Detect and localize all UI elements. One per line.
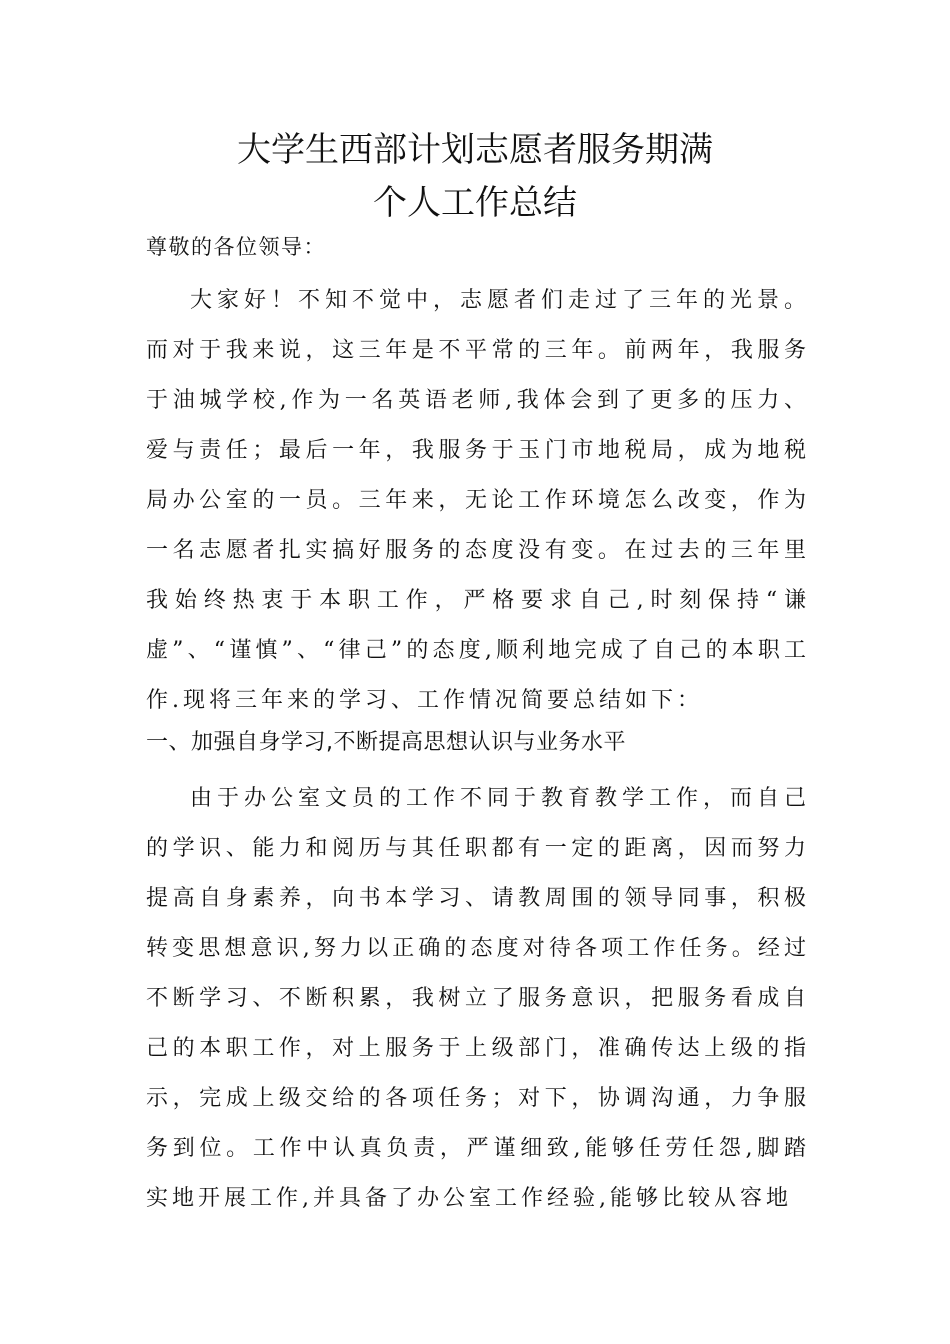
paragraph-introduction: 大家好！不知不觉中，志愿者们走过了三年的光景。而对于我来说，这三年是不平常的三年。前两年，我服务于油城学校,作为一名英语老师,我体会到了更多的压力、爱与责任；最后一年，我服务于玉门市地税局，成为地税局办公室的一员。三年来，无论工作环境怎么改变，作为一名志愿者扎实搞好服务的态度没有变。在过去的三年里我始终热衷于本职工作，严格要求自己,时刻保持“谦虚”、“谨慎”、“律己”的态度,顺利地完成了自己的本职工作.现将三年来的学习、工作情况简要总结如下：	[146, 288, 810, 713]
document-title-line-2: 个人工作总结	[373, 183, 577, 223]
salutation: 尊敬的各位领导：	[146, 235, 326, 259]
document-title-line-1: 大学生西部计划志愿者服务期满	[237, 130, 713, 170]
paragraph-section-1: 由于办公室文员的工作不同于教育教学工作，而自己的学识、能力和阅历与其任职都有一定的距离，因而努力提高自身素养，向书本学习、请教周围的领导同事，积极转变思想意识,努力以正确的态度对待各项工作任务。经过不断学习、不断积累，我树立了服务意识，把服务看成自己的本职工作，对上服务于上级部门，准确传达上级的指示，完成上级交给的各项任务；对下，协调沟通，力争服务到位。工作中认真负责，严谨细致,能够任劳任怨,脚踏实地开展工作,并具备了办公室工作经验,能够比较从容地	[146, 786, 810, 1211]
section-heading-1: 一、加强自身学习,不断提高思想认识与业务水平	[146, 730, 626, 755]
